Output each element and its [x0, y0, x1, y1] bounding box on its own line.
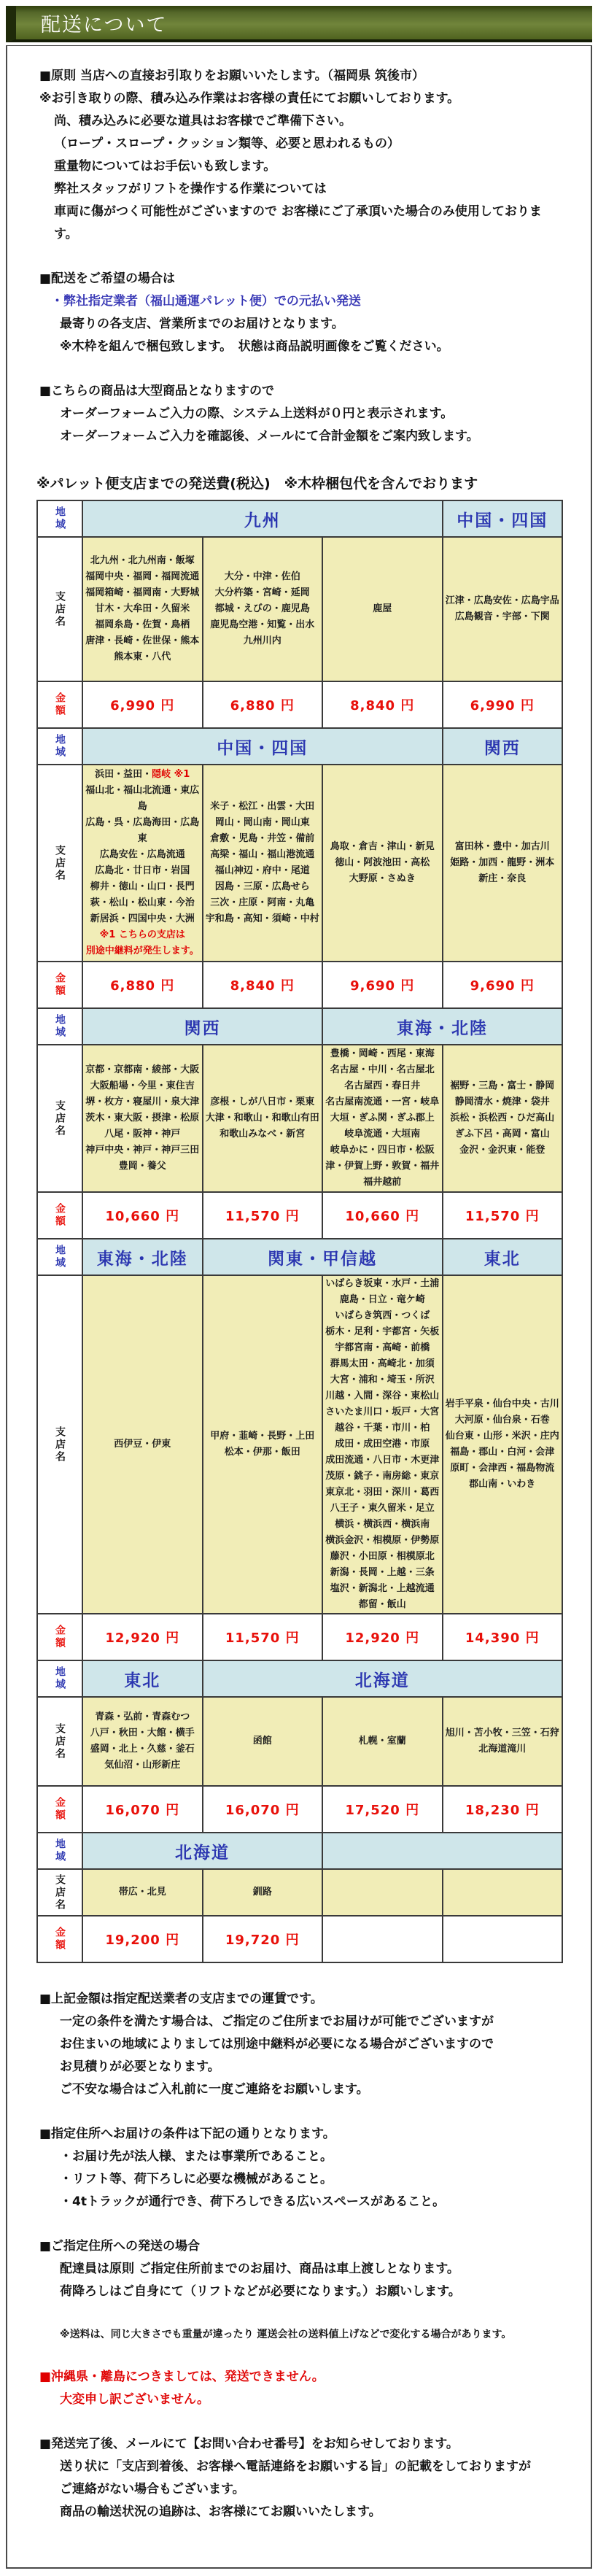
branch-label: 支店名: [37, 765, 82, 962]
branch-line: 倉敷・児島・井笠・備前: [210, 833, 315, 844]
branch-line: 岡山・岡山南・岡山東: [214, 817, 310, 828]
branch-row: [37, 765, 562, 962]
branch-line: 新居浜・四国中央・大洲: [90, 913, 195, 924]
branch-line: 八王子・東久留米・足立: [330, 1503, 435, 1514]
text-line: ・お届け先が法人様、または事業所であること。: [60, 2149, 333, 2164]
branch-line: 広島観音・宇部・下関: [454, 611, 550, 622]
branch-line: 越谷・千葉・市川・柏: [335, 1423, 430, 1434]
branch-cell: [443, 1869, 563, 1916]
region-cell: 北海道: [203, 1660, 563, 1697]
branch-line: 裾野・三島・富士・静岡: [450, 1080, 555, 1091]
branch-line: 函館: [252, 1736, 272, 1747]
branch-line: 旭川・苫小牧・三笠・石狩: [445, 1728, 559, 1738]
branch-line: 米子・松江・出雲・大田: [210, 801, 315, 812]
branch-line: 茂原・銚子・南房総・東京: [325, 1471, 440, 1482]
text-line: ※お引き取りの際、積み込み作業はお客様の責任にてお願いしております。: [39, 91, 460, 106]
branch-cell: [322, 1045, 443, 1192]
branch-line: ※1 こちらの支店は: [99, 929, 185, 940]
region-cell: 東海・北陸: [322, 1008, 562, 1045]
region-cell: 九州: [82, 500, 443, 537]
branch-cell: [443, 1275, 563, 1614]
price-row: [37, 1192, 562, 1239]
price-cell: 10,660 円: [82, 1192, 203, 1239]
branch-line: 横浜・横浜西・横浜南: [335, 1519, 430, 1530]
branch-line: 大河原・仙台泉・石巻: [454, 1415, 550, 1426]
price-cell: 12,920 円: [322, 1614, 443, 1660]
price-row: [37, 962, 562, 1008]
branch-cell: [443, 537, 563, 681]
region-label: 地域: [37, 1660, 82, 1697]
price-cell: 9,690 円: [443, 962, 563, 1008]
price-cell: 11,570 円: [203, 1192, 323, 1239]
text-line: 重量物についてはお手伝いも致します。: [54, 159, 276, 174]
branch-line: 仙台東・山形・米沢・庄内: [445, 1431, 559, 1442]
branch-line: 甲府・韮崎・長野・上田: [210, 1431, 315, 1442]
branch-line: 堺・枚方・寝屋川・泉大津: [85, 1096, 200, 1107]
branch-line: 栃木・足利・宇都宮・矢板: [325, 1326, 440, 1337]
branch-label: 支店名: [37, 1697, 82, 1786]
branch-line: 福山北・福山北流通・東広島: [85, 785, 200, 812]
price-label: 金額: [37, 1786, 82, 1833]
branch-line: 都城・えびの・鹿児島: [214, 603, 310, 614]
price-label: 金額: [37, 1192, 82, 1239]
text-section: [35, 2123, 563, 2213]
branch-line: 名古屋・中川・名古屋北: [330, 1064, 435, 1075]
price-row: [37, 1916, 562, 1962]
branch-line: 高梁・福山・福山港流通: [210, 849, 315, 860]
branch-line: 都留・飯山: [358, 1599, 406, 1610]
branch-line: 因島・三原・広島せら: [214, 881, 310, 892]
text-line: オーダーフォームご入力の際、システム上送料が０円と表示されます。: [60, 406, 454, 421]
bottom-text-sections: [35, 1988, 563, 2523]
region-row: [37, 500, 562, 537]
branch-cell: [203, 765, 323, 962]
content-box: [6, 45, 592, 2569]
text-line: ■こちらの商品は大型商品となりますので: [39, 384, 275, 398]
text-line: 弊社スタッフがリフトを操作する作業については: [54, 182, 327, 196]
text-line: ・4tトラックが通行でき、荷下ろしできる広いスペースがあること。: [60, 2194, 446, 2209]
branch-line: 別途中継料が発生します。: [85, 945, 199, 956]
branch-line: いばらき筑西・つくば: [335, 1310, 430, 1321]
price-row: [37, 1786, 562, 1833]
price-cell: 6,880 円: [203, 681, 323, 728]
table-caption: ※パレット便支店までの発送費(税込) ※木枠梱包代を含んでおります: [36, 476, 478, 492]
branch-line: 京都・京都南・綾部・大阪: [85, 1064, 200, 1075]
branch-line: 静岡清水・焼津・袋井: [454, 1096, 550, 1107]
branch-line: 浜松・浜松西・ひだ高山: [450, 1113, 555, 1123]
branch-line: 大津・和歌山・和歌山有田: [205, 1113, 319, 1123]
branch-cell: [443, 1697, 563, 1786]
branch-line: 広島安佐・広島流通: [99, 849, 185, 860]
text-line: ご連絡がない場合もございます。: [60, 2482, 245, 2496]
text-line: ■指定住所へお届けの条件は下記の通りとなります。: [39, 2127, 335, 2141]
price-cell: 14,390 円: [443, 1614, 563, 1660]
region-cell: 関東・甲信越: [203, 1239, 443, 1275]
branch-row: [37, 1697, 562, 1786]
branch-line: 大阪船場・今里・東住吉: [90, 1080, 195, 1091]
branch-cell: [322, 1275, 443, 1614]
text-line: ■原則 当店への直接お引取りをお願いいたします。（福岡県 筑後市）: [39, 69, 425, 83]
price-label: 金額: [37, 1614, 82, 1660]
branch-line: 豊岡・養父: [118, 1161, 166, 1172]
branch-cell: [203, 1275, 323, 1614]
branch-line: 姫路・加西・龍野・洲本: [450, 857, 555, 868]
price-cell: [443, 1916, 563, 1962]
text-line: 尚、積み込みに必要な道具はお客様でご準備下さい。: [54, 114, 352, 128]
price-cell: 19,720 円: [203, 1916, 323, 1962]
branch-line: 彦根・しが八日市・栗東: [210, 1096, 315, 1107]
text-section: [35, 380, 563, 448]
branch-line: 横浜金沢・相模原・伊勢原: [325, 1535, 440, 1546]
branch-line: 鹿屋: [373, 603, 392, 614]
page-title: 配送について: [41, 13, 168, 36]
price-cell: 9,690 円: [322, 962, 443, 1008]
branch-line: 八戸・秋田・大館・横手: [90, 1728, 195, 1738]
branch-row: [37, 1045, 562, 1192]
region-cell: 中国・四国: [82, 728, 443, 765]
region-row: [37, 1008, 562, 1045]
text-line: ・リフト等、荷下ろしに必要な機械があること。: [60, 2172, 333, 2186]
text-section: [35, 65, 563, 246]
branch-cell: [82, 537, 203, 681]
price-cell: 11,570 円: [443, 1192, 563, 1239]
price-cell: 16,070 円: [82, 1786, 203, 1833]
text-line: 商品の輸送状況の追跡は、お客様にてお願いいたします。: [60, 2505, 381, 2519]
branch-line: 成田・成田空港・市原: [335, 1439, 430, 1450]
price-cell: 10,660 円: [322, 1192, 443, 1239]
branch-line: 福島・郡山・白河・会津: [450, 1447, 555, 1458]
branch-line: 富田林・豊中・加古川: [454, 841, 550, 852]
branch-line: 青森・弘前・青森むつ: [95, 1711, 190, 1722]
region-row: [37, 1833, 562, 1869]
branch-cell: [203, 1045, 323, 1192]
branch-line: 甘木・大牟田・久留米: [95, 603, 190, 614]
branch-line: 八尾・阪神・神戸: [104, 1129, 181, 1140]
price-row: [37, 1614, 562, 1660]
branch-cell: [203, 1869, 323, 1916]
region-label: 地域: [37, 500, 82, 537]
branch-line: 徳山・阿波池田・高松: [335, 857, 430, 868]
text-line: ■発送完了後、メールにて【お問い合わせ番号】をお知らせしております。: [39, 2437, 459, 2451]
text-section: [35, 2325, 563, 2344]
text-section: [35, 1988, 563, 2101]
text-section: [35, 268, 563, 358]
branch-line: 広島北・廿日市・岩国: [95, 865, 190, 876]
branch-line: 岩手平泉・仙台中央・古川: [445, 1399, 559, 1409]
branch-line: 鹿島・日立・竜ケ崎: [339, 1294, 425, 1305]
region-cell: [322, 1833, 562, 1869]
branch-line: 津・伊賀上野・敦賀・福井: [325, 1161, 440, 1172]
branch-line: 福岡中央・福岡・福岡流通: [85, 571, 200, 582]
branch-line: 群馬太田・高崎北・加須: [330, 1358, 435, 1369]
region-cell: 北海道: [82, 1833, 322, 1869]
branch-line: 宇都宮南・高崎・前橋: [335, 1342, 430, 1353]
branch-cell: [322, 1697, 443, 1786]
branch-line: 藤沢・小田原・相模原北: [330, 1551, 435, 1562]
text-line: ■上記金額は指定配送業者の支店までの運賃です。: [39, 1992, 323, 2006]
branch-line: 塩沢・新潟北・上越流通: [330, 1583, 435, 1594]
text-line: ご不安な場合はご入札前に一度ご連絡をお願いします。: [60, 2082, 369, 2097]
branch-line: 金沢・金沢東・能登: [459, 1145, 545, 1156]
branch-line: 北九州・北九州南・飯塚: [90, 555, 195, 566]
region-label: 地域: [37, 1833, 82, 1869]
price-cell: 6,990 円: [82, 681, 203, 728]
price-cell: 8,840 円: [322, 681, 443, 728]
price-cell: 12,920 円: [82, 1614, 203, 1660]
branch-cell: [322, 1869, 443, 1916]
region-cell: 東北: [443, 1239, 563, 1275]
text-section: [35, 2235, 563, 2303]
branch-line: 川越・入間・深谷・東松山: [325, 1391, 440, 1401]
branch-line: 原町・会津西・福島物流: [450, 1463, 555, 1474]
text-line: ※送料は、同じ大きさでも重量が違ったり 運送会社の送料値上げなどで変化する場合があります。: [60, 2329, 512, 2340]
branch-cell: [443, 765, 563, 962]
branch-line: 鳥取・倉吉・津山・新見: [330, 841, 435, 852]
branch-line: 盛岡・北上・久慈・釜石: [90, 1744, 195, 1755]
region-label: 地域: [37, 1008, 82, 1045]
region-row: [37, 1239, 562, 1275]
branch-line: 札幌・室蘭: [358, 1736, 406, 1747]
price-cell: 6,880 円: [82, 962, 203, 1008]
branch-label: 支店名: [37, 1045, 82, 1192]
price-cell: 16,070 円: [203, 1786, 323, 1833]
price-cell: 8,840 円: [203, 962, 323, 1008]
branch-line: 釧路: [252, 1887, 272, 1898]
branch-line: 北海道滝川: [478, 1744, 527, 1755]
branch-cell: [82, 1697, 203, 1786]
branch-line: 新庄・奈良: [478, 873, 527, 884]
branch-row: [37, 1869, 562, 1916]
branch-line: 岐阜かに・四日市・松阪: [330, 1145, 435, 1156]
text-line: 配達員は原則 ご指定住所前までのお届け、商品は車上渡しとなります。: [60, 2262, 459, 2276]
branch-line: 三次・庄原・阿南・丸亀: [210, 897, 315, 908]
branch-cell: [82, 765, 203, 962]
branch-line: 郡山南・いわき: [469, 1479, 536, 1490]
branch-line: いばらき坂東・水戸・土浦: [325, 1278, 440, 1289]
branch-line: 浜田・益田・隠岐 ※1: [95, 769, 190, 780]
text-line: 最寄りの各支店、営業所までのお届けとなります。: [60, 317, 344, 331]
region-cell: 東海・北陸: [82, 1239, 203, 1275]
shipping-fee-table-body: [37, 500, 562, 1962]
text-section: [35, 2366, 563, 2411]
price-cell: [322, 1916, 443, 1962]
branch-line: 萩・松山・松山東・今治: [90, 897, 195, 908]
text-line: （ロープ・スロープ・クッション類等、必要と思われるもの）: [54, 136, 400, 151]
text-line: お見積りが必要となります。: [60, 2059, 220, 2074]
price-label: 金額: [37, 681, 82, 728]
text-line: 送り状に「支店到着後、お客様へ電話連絡をお願いする旨」の記載をしておりますが: [60, 2459, 531, 2474]
branch-line: 名古屋西・春日井: [344, 1080, 421, 1091]
text-line: ■配送をご希望の場合は: [39, 271, 176, 286]
region-cell: 東北: [82, 1660, 203, 1697]
text-line: ・弊社指定業者（福山通運パレット便）での元払い発送: [51, 294, 361, 309]
branch-line: ぎふ下呂・高岡・富山: [454, 1129, 550, 1140]
branch-line: 帯広・北見: [118, 1887, 166, 1898]
branch-cell: [322, 765, 443, 962]
branch-line: 柳井・徳山・山口・長門: [90, 881, 195, 892]
branch-line: 西伊豆・伊東: [114, 1439, 171, 1450]
branch-line: 茨木・東大阪・摂津・松原: [85, 1113, 200, 1123]
branch-line: 豊橋・岡崎・西尾・東海: [330, 1048, 435, 1059]
price-cell: 19,200 円: [82, 1916, 203, 1962]
top-text-sections: [35, 65, 563, 448]
branch-cell: [203, 1697, 323, 1786]
branch-row: [37, 537, 562, 681]
text-line: 車両に傷がつく可能性がございますので お客様にご了承頂いた場合のみ使用しております。: [54, 204, 542, 241]
branch-line: 名古屋南流通・一宮・岐阜: [325, 1096, 440, 1107]
region-row: [37, 728, 562, 765]
branch-label: 支店名: [37, 1869, 82, 1916]
branch-label: 支店名: [37, 537, 82, 681]
branch-line: 福井越前: [363, 1177, 402, 1188]
branch-cell: [443, 1045, 563, 1192]
branch-line: 新潟・長岡・上越・三条: [330, 1567, 435, 1578]
text-line: 荷降ろしはご自身にて（リフトなどが必要になります。）お願いします。: [60, 2284, 461, 2299]
branch-line: 鹿児島空港・知覧・出水: [210, 619, 315, 630]
text-line: オーダーフォームご入力を確認後、メールにて合計金額をご案内致します。: [60, 429, 479, 444]
branch-line: 東京北・羽田・深川・葛西: [325, 1487, 440, 1498]
branch-line: 宇和島・高知・須崎・中村: [205, 913, 319, 924]
price-cell: 11,570 円: [203, 1614, 323, 1660]
branch-line: 気仙沼・山形新庄: [104, 1760, 181, 1771]
branch-line: 福岡箱崎・福岡南・大野城: [85, 587, 200, 598]
region-label: 地域: [37, 728, 82, 765]
branch-cell: [322, 537, 443, 681]
branch-cell: [82, 1045, 203, 1192]
section-header-bar: [6, 6, 592, 42]
region-label: 地域: [37, 1239, 82, 1275]
branch-label: 支店名: [37, 1275, 82, 1614]
branch-line: 大野原・さぬき: [349, 873, 416, 884]
region-cell: 関西: [443, 728, 563, 765]
text-line: ■ご指定住所への発送の場合: [39, 2239, 201, 2254]
branch-row: [37, 1275, 562, 1614]
branch-line: 和歌山みなべ・新宮: [220, 1129, 306, 1140]
branch-cell: [203, 537, 323, 681]
branch-line: 江津・広島安佐・広島宇品: [445, 595, 559, 606]
text-line: 一定の条件を満たす場合は、ご指定のご住所までお届けが可能でございますが: [60, 2014, 494, 2029]
branch-line: 大垣・ぎふ関・ぎふ郡上: [330, 1113, 435, 1123]
text-section: [35, 2433, 563, 2523]
branch-line: 大宮・浦和・埼玉・所沢: [330, 1374, 435, 1385]
branch-line: 岐阜流通・大垣南: [344, 1129, 421, 1140]
branch-cell: [82, 1869, 203, 1916]
text-line: ※木枠を組んで梱包致します。 状態は商品説明画像をご覧ください。: [60, 339, 449, 354]
price-label: 金額: [37, 1916, 82, 1962]
branch-line: 大分・中津・佐伯: [224, 571, 300, 582]
price-cell: 17,520 円: [322, 1786, 443, 1833]
branch-line: 九州川内: [243, 635, 281, 646]
branch-line: 神戸中央・神戸・神戸三田: [85, 1145, 200, 1156]
branch-line: 福岡糸島・佐賀・鳥栖: [95, 619, 190, 630]
branch-line: 広島・呉・広島海田・広島東: [85, 817, 200, 844]
region-row: [37, 1660, 562, 1697]
shipping-fee-table: [36, 500, 563, 1963]
price-cell: 6,990 円: [443, 681, 563, 728]
text-line: 大変申し訳ございません。: [60, 2392, 210, 2407]
branch-line: 熊本東・八代: [114, 651, 171, 662]
branch-line: 成田流通・八日市・木更津: [325, 1455, 440, 1466]
branch-line: 松本・伊那・飯田: [224, 1447, 300, 1458]
branch-line: さいたま川口・坂戸・大宮: [325, 1407, 440, 1417]
branch-cell: [82, 1275, 203, 1614]
branch-line: 唐津・長崎・佐世保・熊本: [85, 635, 200, 646]
region-cell: 関西: [82, 1008, 322, 1045]
price-label: 金額: [37, 962, 82, 1008]
branch-line: 大分杵築・宮崎・延岡: [214, 587, 310, 598]
price-row: [37, 681, 562, 728]
region-cell: 中国・四国: [443, 500, 563, 537]
price-cell: 18,230 円: [443, 1786, 563, 1833]
text-line: ■沖縄県・離島につきましては、発送できません。: [39, 2370, 325, 2384]
text-line: お住まいの地域によりましては別途中継料が必要になる場合がございますので: [60, 2037, 494, 2051]
branch-line: 福山神辺・府中・尾道: [214, 865, 310, 876]
